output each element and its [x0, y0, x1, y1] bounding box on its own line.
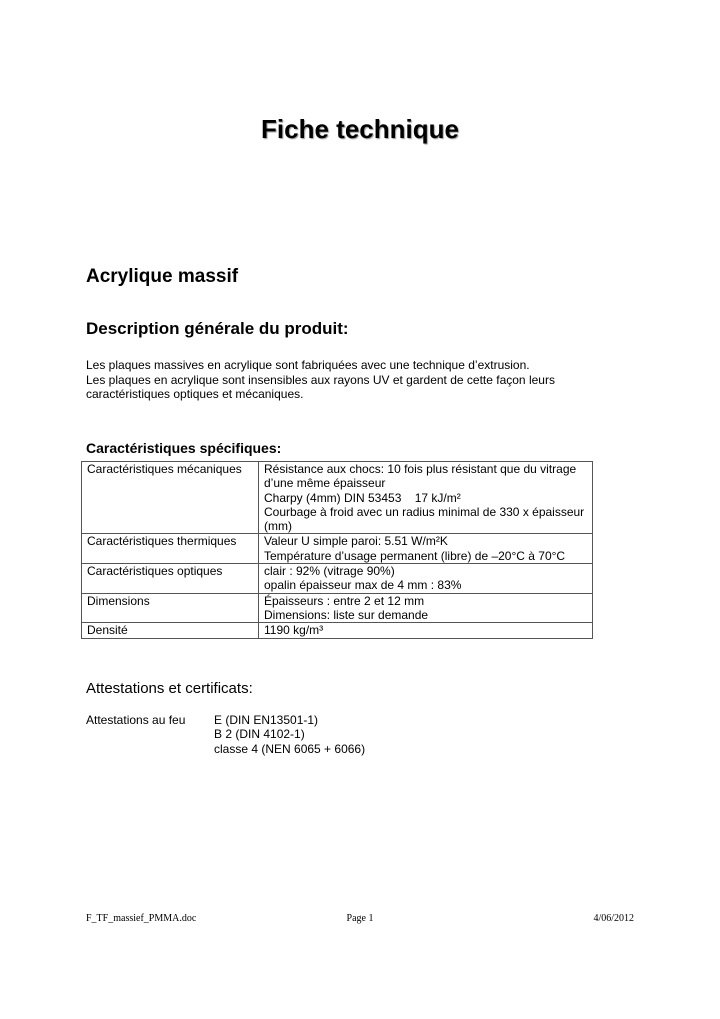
table-row — [82, 593, 593, 623]
spec-value-line: Dimensions: liste sur demande — [264, 607, 429, 622]
spec-value-line: 1190 kg/m³ — [264, 623, 324, 638]
spec-label: Dimensions — [82, 593, 259, 623]
spec-value-line: Résistance aux chocs: 10 fois plus résistant que du vitrage d’une même épaisseur — [264, 462, 577, 491]
product-heading: Acrylique massif — [86, 266, 239, 287]
footer-page-number: Page 1 — [346, 913, 374, 924]
description-paragraph — [86, 358, 586, 402]
spec-value-line: Valeur U simple paroi: 5.51 W/m²K — [264, 534, 448, 549]
spec-value — [259, 623, 593, 638]
specs-heading: Caractéristiques spécifiques: — [86, 440, 282, 456]
description-heading: Description générale du produit: — [86, 319, 349, 338]
spec-value-line: Courbage à froid avec un radius minimal de 330 x épaisseur (mm) — [264, 504, 585, 534]
table-row — [82, 623, 593, 638]
fire-certificate: B 2 (DIN 4102-1) — [214, 727, 305, 742]
footer-filename: F_TF_massief_PMMA.doc — [86, 913, 197, 924]
spec-value — [259, 593, 593, 623]
fire-certificate: classe 4 (NEN 6065 + 6066) — [214, 741, 366, 756]
spec-label: Caractéristiques thermiques — [82, 534, 259, 564]
spec-label: Caractéristiques optiques — [82, 564, 259, 594]
footer-date: 4/06/2012 — [593, 913, 634, 924]
spec-label: Densité — [82, 623, 259, 638]
table-row — [82, 564, 593, 594]
document-title: Fiche technique — [261, 114, 459, 144]
table-row — [82, 462, 593, 534]
description-line: caractéristiques optiques et mécaniques. — [86, 387, 304, 401]
spec-value — [259, 462, 593, 534]
specs-table — [81, 461, 593, 639]
description-line: Les plaques massives en acrylique sont fabriquées avec une technique d’extrusion. — [86, 358, 530, 372]
spec-value-line: clair : 92% (vitrage 90%) — [264, 564, 395, 579]
fire-certificates-values — [214, 713, 365, 756]
spec-value-line: Épaisseurs : entre 2 et 12 mm — [264, 593, 425, 608]
fire-certificates-label: Attestations au feu — [86, 713, 186, 727]
certificates-heading: Attestations et certificats: — [86, 680, 253, 697]
spec-value-line: Charpy (4mm) DIN 53453 17 kJ/m² — [264, 490, 461, 505]
description-line: Les plaques en acrylique sont insensibles aux rayons UV et gardent de cette façon leurs — [86, 372, 555, 387]
table-row — [82, 534, 593, 564]
spec-value — [259, 564, 593, 594]
spec-value — [259, 534, 593, 564]
spec-value-line: opalin épaisseur max de 4 mm : 83% — [264, 578, 462, 593]
spec-label: Caractéristiques mécaniques — [82, 462, 259, 534]
fire-certificate: E (DIN EN13501-1) — [214, 713, 319, 727]
spec-value-line: Température d’usage permanent (libre) de –20°C à 70°C — [264, 548, 566, 563]
